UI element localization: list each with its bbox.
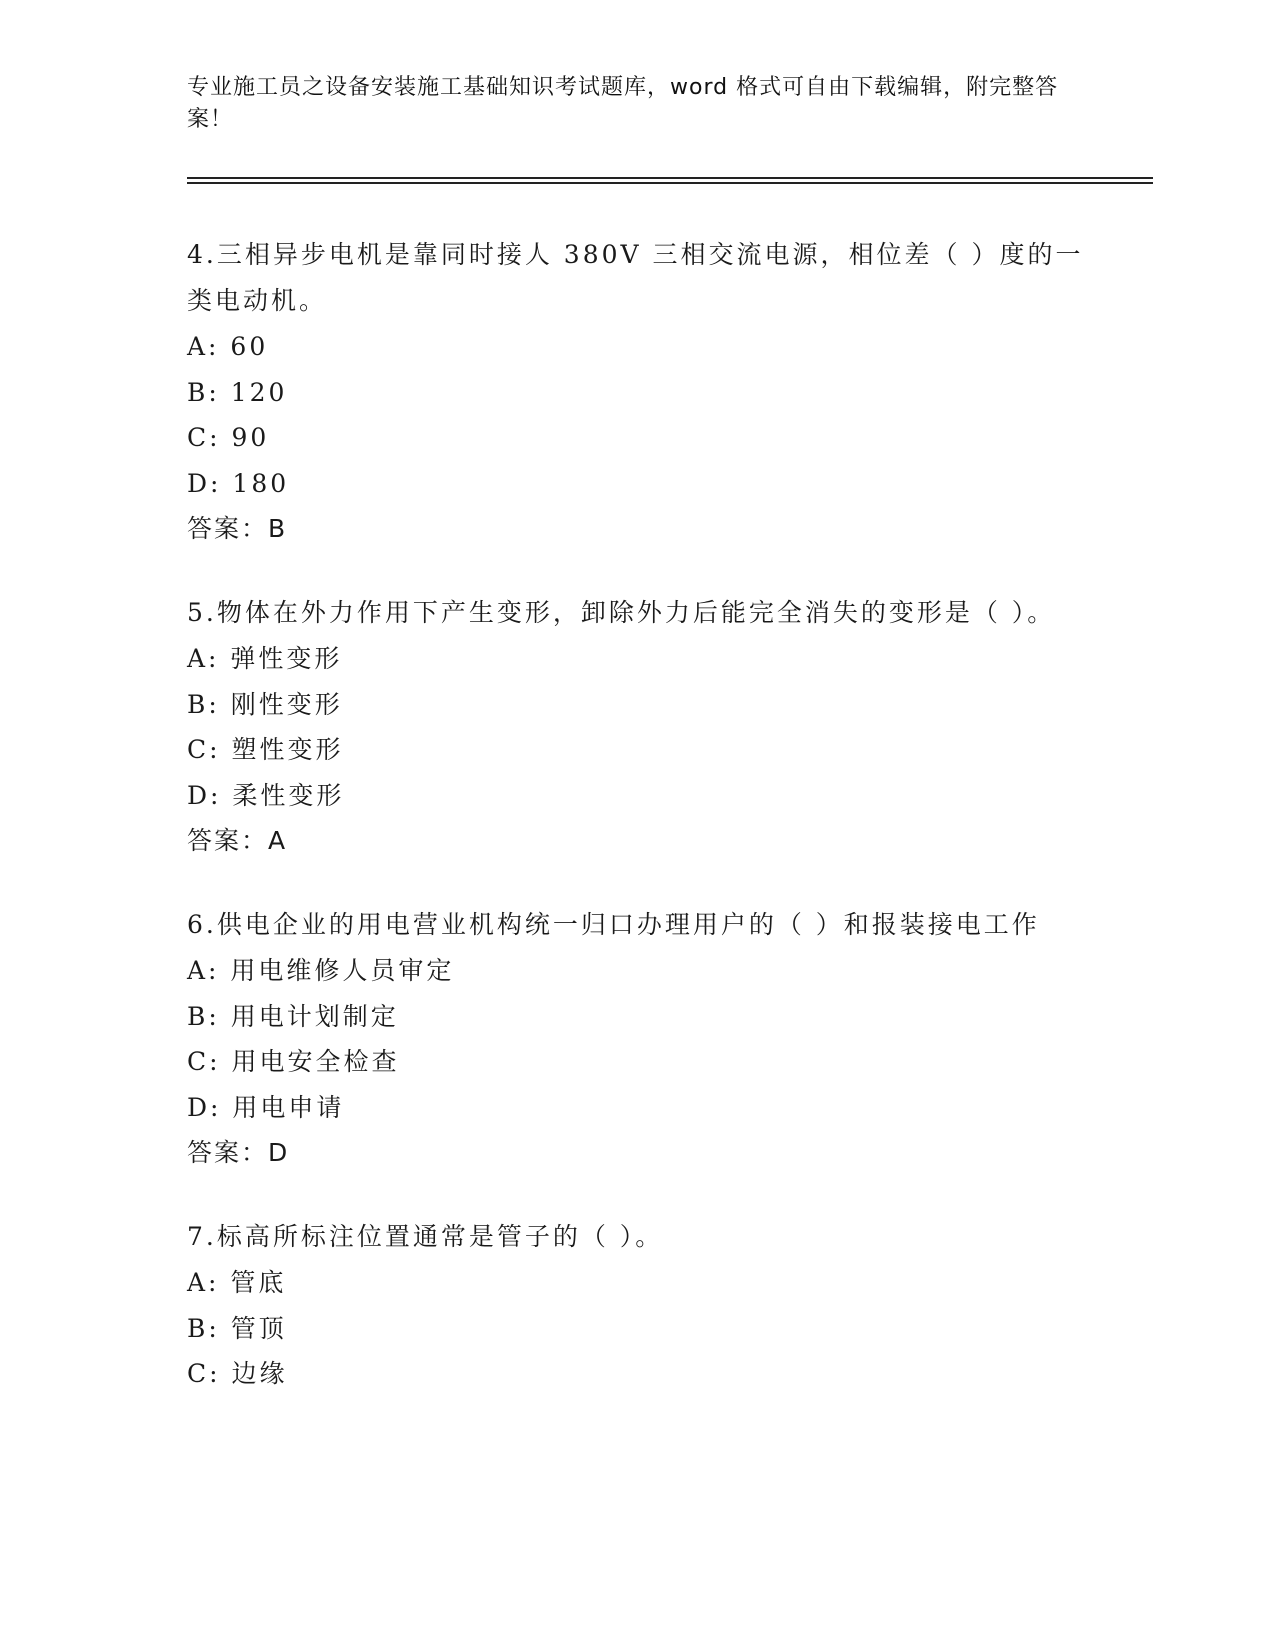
question-4	[187, 232, 1087, 552]
option-c: C: 塑性变形	[187, 735, 344, 764]
question-list	[187, 232, 1087, 1435]
option-b: B: 120	[187, 377, 288, 407]
question-stem: 6.供电企业的用电营业机构统一归口办理用户的（ ）和报装接电工作	[187, 910, 1040, 939]
option-a: A: 弹性变形	[187, 644, 343, 673]
answer: 答案：B	[187, 514, 288, 543]
option-c: C: 90	[187, 423, 270, 452]
header-divider	[187, 182, 1153, 184]
option-b: B: 管顶	[187, 1313, 287, 1343]
document-header: 专业施工员之设备安装施工基础知识考试题库，word 格式可自由下载编辑，附完整答案！	[187, 75, 1059, 132]
option-a: A: 60	[187, 332, 269, 361]
answer: 答案：D	[187, 1138, 290, 1167]
question-stem: 4.三相异步电机是靠同时接人 380V 三相交流电源，相位差（ ）度的一类电动机。	[187, 240, 1084, 315]
option-b: B: 刚性变形	[187, 689, 343, 719]
option-a: A: 管底	[187, 1268, 287, 1297]
option-d: D: 用电申请	[187, 1092, 345, 1122]
question-stem: 5.物体在外力作用下产生变形，卸除外力后能完全消失的变形是（ ）。	[187, 598, 1056, 627]
answer: 答案：A	[187, 826, 288, 855]
question-5	[187, 590, 1087, 864]
question-stem: 7.标高所标注位置通常是管子的（ ）。	[187, 1222, 664, 1251]
question-7	[187, 1214, 1087, 1397]
option-a: A: 用电维修人员审定	[187, 956, 455, 985]
option-d: D: 180	[187, 468, 290, 498]
option-c: C: 边缘	[187, 1359, 288, 1388]
option-b: B: 用电计划制定	[187, 1001, 399, 1031]
header-divider	[187, 177, 1153, 179]
question-6	[187, 902, 1087, 1176]
option-d: D: 柔性变形	[187, 780, 345, 810]
option-c: C: 用电安全检查	[187, 1047, 400, 1076]
